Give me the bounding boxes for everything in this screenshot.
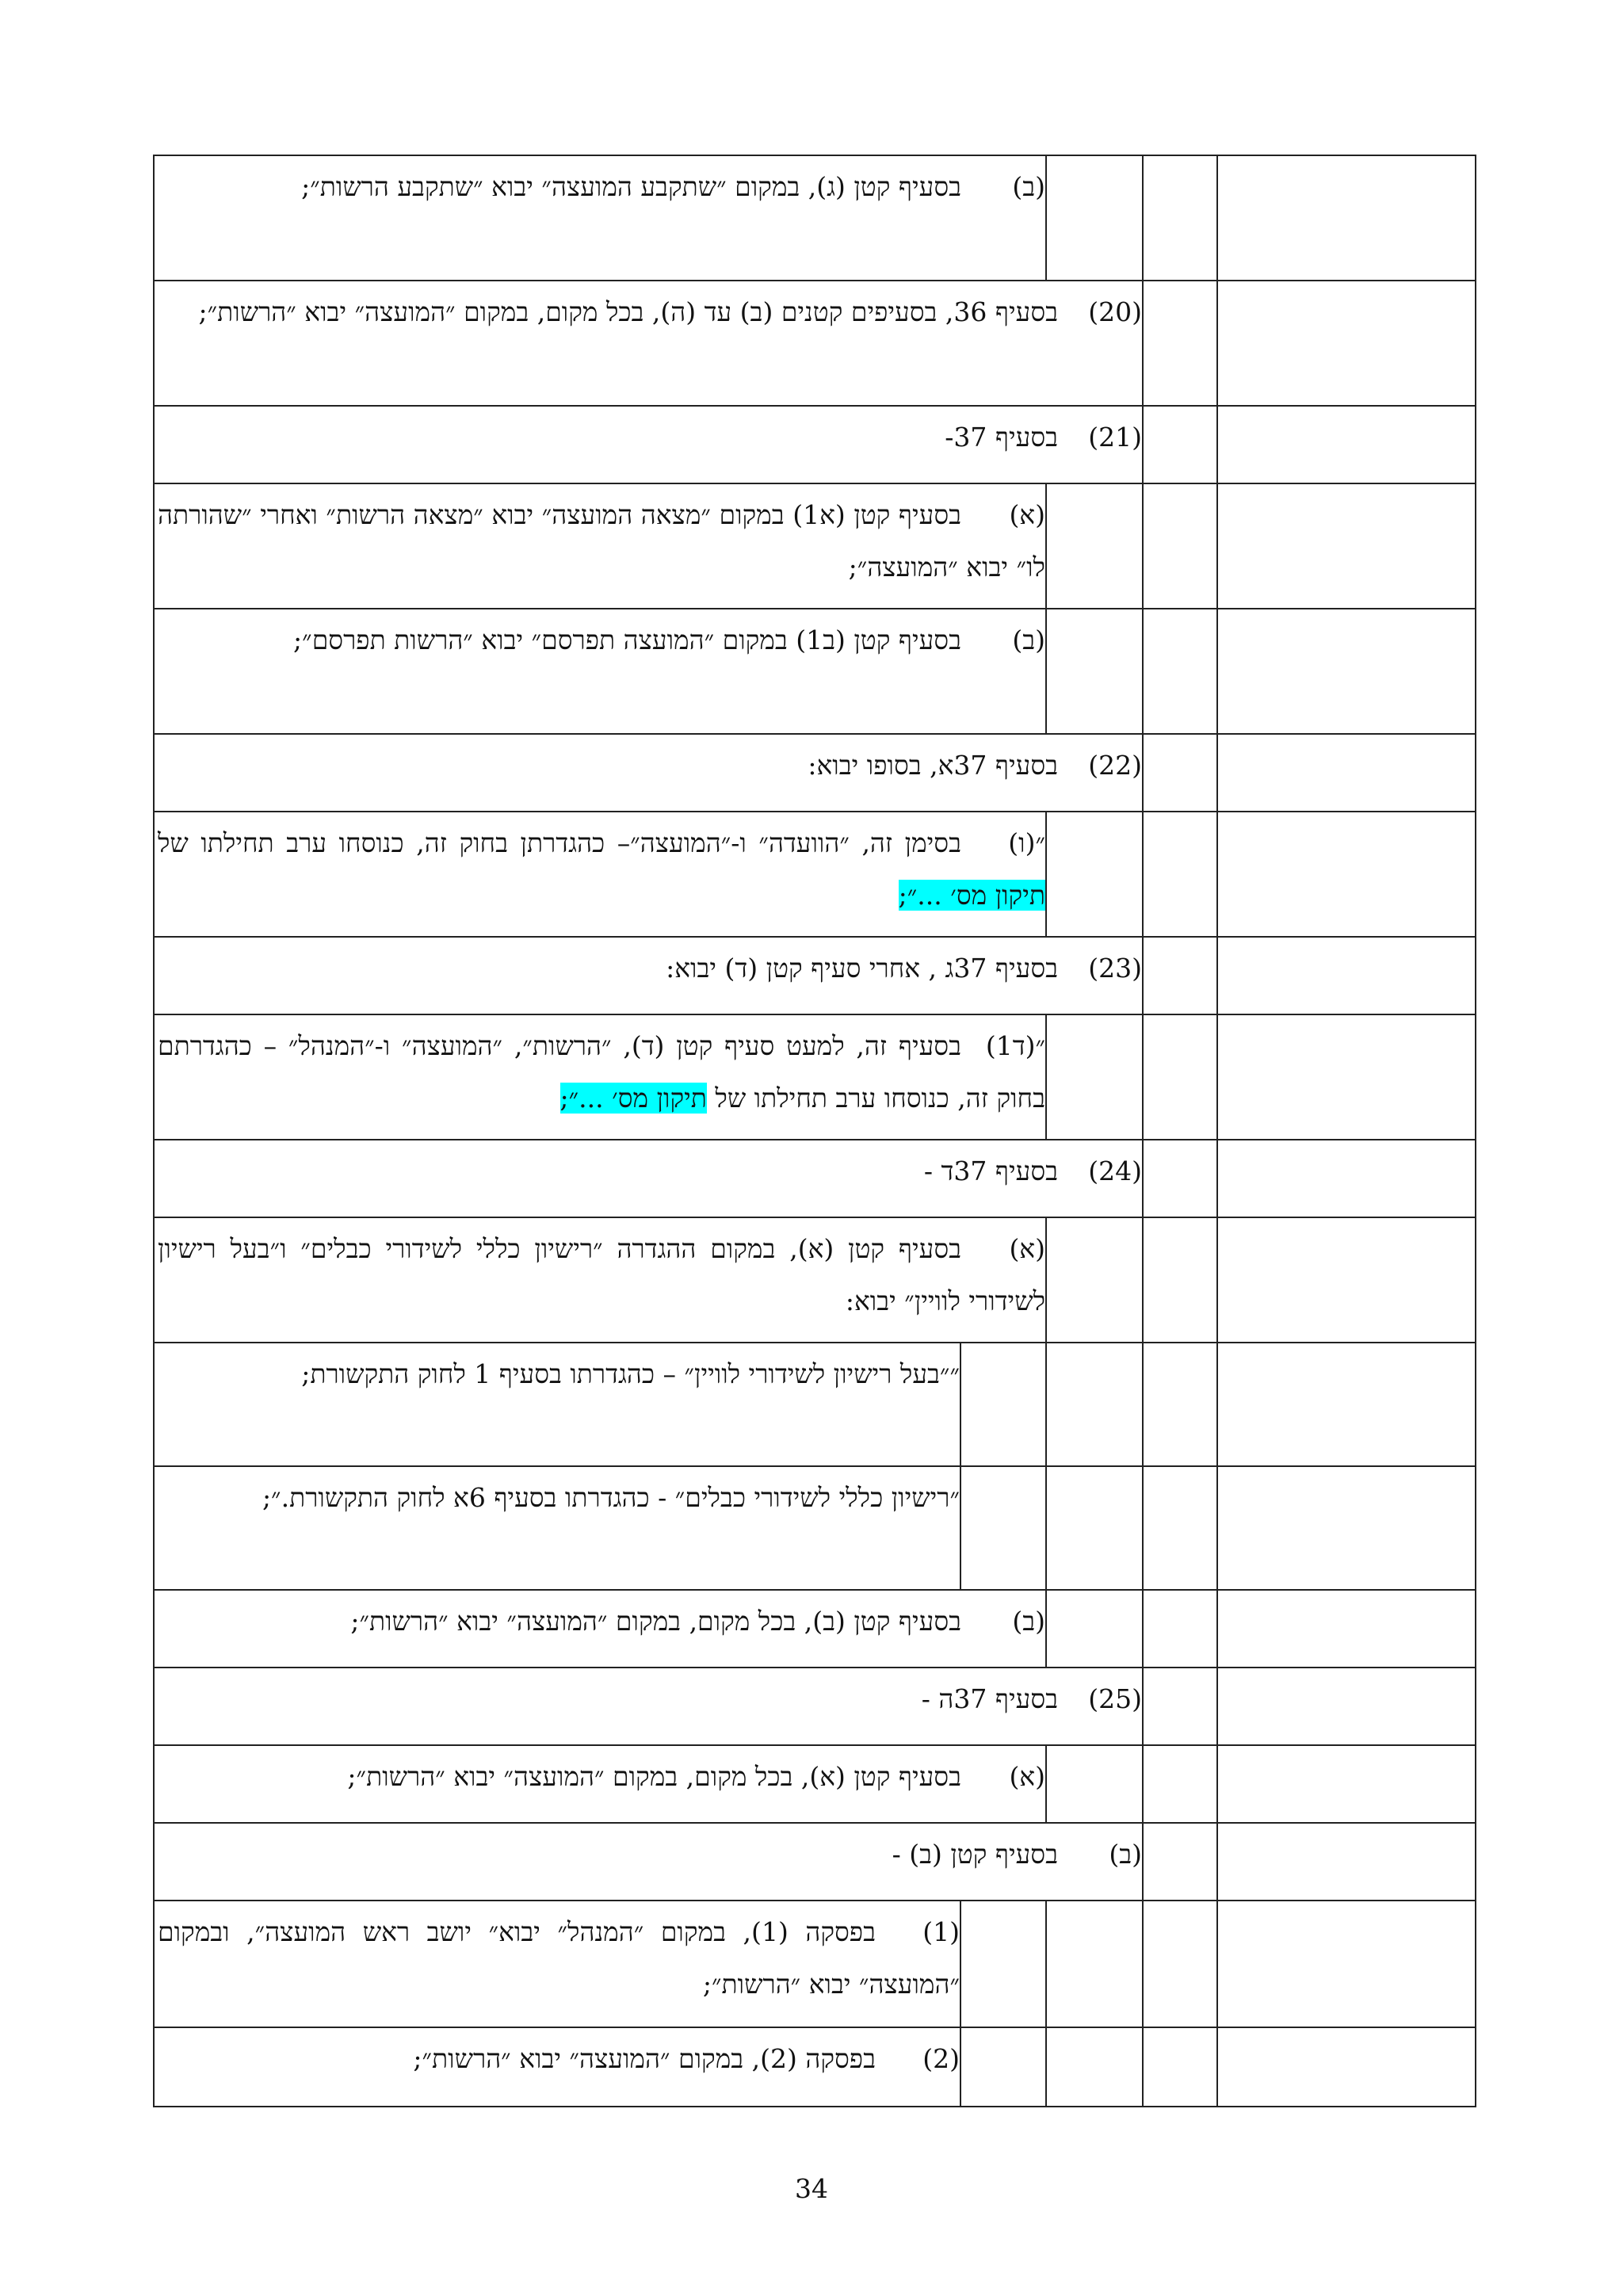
ref-cell bbox=[1143, 937, 1217, 1014]
margin-cell bbox=[1046, 1014, 1143, 1140]
ref-cell bbox=[1143, 1140, 1217, 1217]
margin-cell bbox=[1046, 609, 1143, 734]
note-cell bbox=[1217, 1140, 1476, 1217]
note-cell bbox=[1217, 1745, 1476, 1823]
table-row bbox=[154, 734, 1476, 812]
item-text: בסעיף קטן (א), בכל מקום, במקום ״המועצה״ יבוא ״הרשות״; bbox=[347, 1761, 961, 1792]
note-cell bbox=[1217, 1466, 1476, 1590]
ref-cell bbox=[1143, 1466, 1217, 1590]
table-cell bbox=[154, 1668, 1143, 1745]
note-cell bbox=[1217, 1901, 1476, 2027]
table-row bbox=[154, 1217, 1476, 1343]
margin-cell bbox=[1046, 2027, 1143, 2107]
item-label: (2) bbox=[922, 2043, 960, 2074]
ref-cell bbox=[1143, 609, 1217, 734]
note-cell bbox=[1217, 1590, 1476, 1668]
note-cell bbox=[1217, 483, 1476, 609]
table-cell bbox=[154, 281, 1143, 406]
margin-cell bbox=[1046, 1590, 1143, 1668]
item-label: (24) bbox=[1088, 1156, 1142, 1186]
table-row bbox=[154, 2027, 1476, 2107]
item-label: (25) bbox=[1088, 1683, 1142, 1714]
item-text: בסעיף 37ד - bbox=[923, 1156, 1058, 1186]
item-label: ״(ד1) bbox=[985, 1030, 1045, 1061]
margin-cell bbox=[1046, 1343, 1143, 1466]
table-cell bbox=[154, 483, 1046, 609]
ref-cell bbox=[1143, 281, 1217, 406]
item-label: (1) bbox=[922, 1916, 960, 1947]
ref-cell bbox=[1143, 734, 1217, 812]
item-label: (21) bbox=[1088, 422, 1142, 453]
note-cell bbox=[1217, 155, 1476, 281]
ref-cell bbox=[1143, 1745, 1217, 1823]
table-cell bbox=[154, 406, 1143, 483]
item-label: ״(ו) bbox=[1008, 827, 1045, 858]
indent-cell bbox=[960, 1467, 1045, 1589]
note-cell bbox=[1217, 1014, 1476, 1140]
note-cell bbox=[1217, 281, 1476, 406]
table-row bbox=[154, 812, 1476, 937]
highlighted-amendment-ref: תיקון מס׳ ...״; bbox=[898, 880, 1045, 911]
item-text: בסעיף קטן (א1) במקום ״מצאה המועצה״ יבוא ״מצאה הרשות״ ואחרי ״שהורתה לו״ יבוא ״המועצה״; bbox=[158, 499, 1045, 583]
note-cell bbox=[1217, 734, 1476, 812]
margin-cell bbox=[1046, 483, 1143, 609]
ref-cell bbox=[1143, 155, 1217, 281]
indent-cell bbox=[960, 1901, 1045, 2027]
item-label: (23) bbox=[1088, 953, 1142, 984]
table-cell bbox=[154, 609, 1046, 734]
table-cell bbox=[154, 155, 1046, 281]
table-cell bbox=[154, 1901, 1046, 2027]
table-cell bbox=[154, 937, 1143, 1014]
definition-text: ״רישיון כללי לשידורי כבלים״ - כהגדרתו בסעיף 6א לחוק התקשורת.״; bbox=[262, 1482, 960, 1513]
note-cell bbox=[1217, 1343, 1476, 1466]
ref-cell bbox=[1143, 483, 1217, 609]
table-cell bbox=[154, 1590, 1046, 1668]
note-cell bbox=[1217, 406, 1476, 483]
ref-cell bbox=[1143, 2027, 1217, 2107]
margin-cell bbox=[1046, 155, 1143, 281]
note-cell bbox=[1217, 609, 1476, 734]
highlighted-amendment-ref: תיקון מס׳ ...״; bbox=[559, 1083, 707, 1114]
item-text: בסעיף קטן (ב1) במקום ״המועצה תפרסם״ יבוא ״הרשות תפרסם״; bbox=[293, 625, 961, 655]
table-cell bbox=[154, 734, 1143, 812]
item-label: (ב) bbox=[1012, 625, 1045, 655]
item-text: בסעיף קטן (ב) - bbox=[892, 1839, 1058, 1870]
table-row bbox=[154, 1901, 1476, 2027]
item-text: בסעיף קטן (א), במקום ההגדרה ״רישיון כללי לשידורי כבלים״ ו״בעל רישיון לשידורי לוויין״ יבוא: bbox=[158, 1233, 1045, 1316]
table-row bbox=[154, 1140, 1476, 1217]
table-cell bbox=[154, 2027, 1046, 2107]
note-cell bbox=[1217, 2027, 1476, 2107]
table-row bbox=[154, 1466, 1476, 1590]
table-row bbox=[154, 483, 1476, 609]
item-label: (א) bbox=[1009, 1761, 1045, 1792]
margin-cell bbox=[1046, 812, 1143, 937]
table-row bbox=[154, 1014, 1476, 1140]
ref-cell bbox=[1143, 1823, 1217, 1901]
table-cell bbox=[154, 1343, 1046, 1466]
table-cell bbox=[154, 1217, 1046, 1343]
item-label: (20) bbox=[1088, 296, 1142, 327]
item-text: בסעיף 37ג , אחרי סעיף קטן (ד) יבוא: bbox=[666, 953, 1058, 984]
item-text: בסימן זה, ״הוועדה״ ו-״המועצה״– כהגדרתן בחוק זה, כנוסחו ערב תחילתו של bbox=[158, 827, 961, 858]
table-row bbox=[154, 1590, 1476, 1668]
note-cell bbox=[1217, 1823, 1476, 1901]
amendment-table bbox=[153, 155, 1476, 2107]
margin-cell bbox=[1046, 1745, 1143, 1823]
item-text: בסעיף קטן (ב), בכל מקום, במקום ״המועצה״ יבוא ״הרשות״; bbox=[350, 1606, 961, 1637]
item-text: בסעיף קטן (ג), במקום ״שתקבע המועצה״ יבוא ״שתקבע הרשות״; bbox=[301, 171, 961, 202]
indent-cell bbox=[960, 1343, 1045, 1465]
note-cell bbox=[1217, 1217, 1476, 1343]
item-label: (ב) bbox=[1109, 1839, 1142, 1870]
ref-cell bbox=[1143, 1217, 1217, 1343]
item-label: (22) bbox=[1088, 750, 1142, 781]
ref-cell bbox=[1143, 1668, 1217, 1745]
table-row bbox=[154, 1343, 1476, 1466]
note-cell bbox=[1217, 937, 1476, 1014]
item-text: בפסקה (2), במקום ״המועצה״ יבוא ״הרשות״; bbox=[413, 2043, 876, 2074]
ref-cell bbox=[1143, 406, 1217, 483]
note-cell bbox=[1217, 1668, 1476, 1745]
table-row bbox=[154, 1668, 1476, 1745]
item-text: בסעיף 37ה - bbox=[921, 1683, 1058, 1714]
table-row bbox=[154, 406, 1476, 483]
item-label: (א) bbox=[1009, 499, 1045, 530]
table-cell bbox=[154, 812, 1046, 937]
item-text: בסעיף זה, למעט סעיף קטן (ד), ״הרשות״, ״המועצה״ ו-״המנהל״ – כהגדרתם בחוק זה, כנוסחו ערב תחילתו של bbox=[158, 1030, 1045, 1114]
item-label: (ב) bbox=[1012, 1606, 1045, 1637]
item-text: בסעיף 36, בסעיפים קטנים (ב) עד (ה), בכל מקום, במקום ״המועצה״ יבוא ״הרשות״; bbox=[198, 296, 1058, 327]
table-row bbox=[154, 281, 1476, 406]
table-row bbox=[154, 155, 1476, 281]
margin-cell bbox=[1046, 1466, 1143, 1590]
table-row bbox=[154, 1823, 1476, 1901]
item-label: (ב) bbox=[1012, 171, 1045, 202]
table-cell bbox=[154, 1014, 1046, 1140]
table-row bbox=[154, 609, 1476, 734]
note-cell bbox=[1217, 812, 1476, 937]
item-text: בסעיף 37א, בסופו יבוא: bbox=[808, 750, 1058, 781]
page-number: 34 bbox=[795, 2173, 828, 2204]
table-cell bbox=[154, 1466, 1046, 1590]
table-cell bbox=[154, 1140, 1143, 1217]
definition-text: ״״בעל רישיון לשידורי לוויין״ – כהגדרתו בסעיף 1 לחוק התקשורת; bbox=[301, 1358, 960, 1389]
table-row bbox=[154, 1745, 1476, 1823]
margin-cell bbox=[1046, 1217, 1143, 1343]
table-cell bbox=[154, 1745, 1046, 1823]
ref-cell bbox=[1143, 812, 1217, 937]
item-label: (א) bbox=[1009, 1233, 1045, 1264]
ref-cell bbox=[1143, 1901, 1217, 2027]
item-text: בסעיף 37- bbox=[945, 422, 1058, 453]
ref-cell bbox=[1143, 1590, 1217, 1668]
ref-cell bbox=[1143, 1014, 1217, 1140]
item-text: בפסקה (1), במקום ״המנהל״ יבוא״ יושב ראש המועצה״, ובמקום ״המועצה״ יבוא ״הרשות״; bbox=[158, 1916, 960, 2000]
table-row bbox=[154, 937, 1476, 1014]
table-cell bbox=[154, 1823, 1143, 1901]
indent-cell bbox=[960, 2028, 1045, 2106]
ref-cell bbox=[1143, 1343, 1217, 1466]
margin-cell bbox=[1046, 1901, 1143, 2027]
